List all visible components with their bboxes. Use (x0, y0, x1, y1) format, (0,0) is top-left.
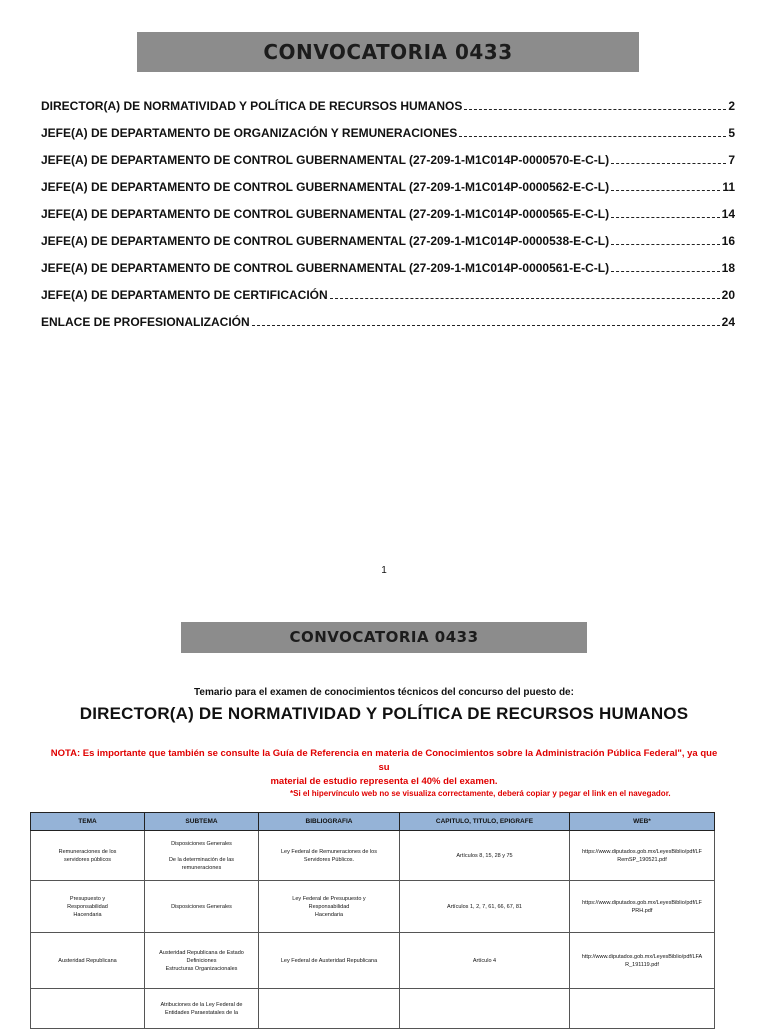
cell-subtema (145, 989, 259, 1029)
cell-text: Austeridad Republicana (58, 957, 117, 964)
cell-text: Disposiciones Generales (171, 840, 232, 847)
cell-text[interactable]: PRH.pdf (631, 907, 653, 914)
cell-text: servidores públicos (63, 856, 112, 863)
cell-tema (31, 881, 145, 933)
cell-capitulo (400, 881, 570, 933)
cell-text (263, 1005, 395, 1013)
cell-text: Artículos 1, 2, 7, 61, 66, 67, 81 (447, 903, 522, 910)
cell-text: remuneraciones (181, 864, 222, 871)
convocatoria-banner-page2: CONVOCATORIA 0433 (181, 622, 587, 653)
cell-text[interactable]: http://www.diputados.gob.mx/LeyesBiblio/pdf/LFA (581, 953, 703, 960)
cell-text: De la determinación de las (168, 856, 235, 863)
toc-leader-line (611, 190, 720, 191)
cell-tema (31, 933, 145, 989)
cell-text: Presupuesto y (69, 895, 106, 902)
cell-bibliografia (259, 989, 400, 1029)
cell-text: Ley Federal de Presupuesto y (292, 895, 366, 902)
cell-subtema (145, 831, 259, 881)
toc-entry[interactable] (41, 123, 735, 150)
cell-text (404, 1005, 565, 1013)
column-header-capitulo: CAPITULO, TITULO, EPIGRAFE (400, 813, 570, 831)
toc-entry-page: 24 (721, 315, 735, 329)
cell-web (570, 989, 715, 1029)
cell-text: Servidores Públicos. (303, 856, 355, 863)
cell-text: Responsabilidad (308, 903, 350, 910)
cell-bibliografia (259, 881, 400, 933)
cell-text: Responsabilidad (67, 903, 108, 910)
toc-entry-page: 5 (728, 126, 735, 140)
cell-text: Ley Federal de Austeridad Republicana (280, 957, 378, 964)
cell-text: Artículo 4 (472, 957, 497, 964)
toc-leader-line (611, 244, 720, 245)
cell-web (570, 881, 715, 933)
cell-text: Hacendaria (314, 911, 344, 918)
cell-web (570, 831, 715, 881)
column-header-subtema: SUBTEMA (145, 813, 259, 831)
toc-entry[interactable] (41, 96, 735, 123)
nota-line-2: material de estudio representa el 40% del examen. (270, 776, 498, 787)
column-header-web: WEB* (570, 813, 715, 831)
cell-text: Hacendaria (73, 911, 102, 918)
toc-entry[interactable] (41, 285, 735, 312)
table-row (31, 933, 715, 989)
cell-capitulo (400, 989, 570, 1029)
cell-text[interactable]: https://www.diputados.gob.mx/LeyesBiblio/pdf/LF (582, 848, 702, 855)
toc-leader-line (252, 325, 720, 326)
toc-entry-page: 11 (722, 180, 735, 194)
cell-text (35, 1005, 140, 1013)
cell-text[interactable]: R_191119.pdf (625, 961, 659, 968)
toc-entry[interactable] (41, 312, 735, 339)
toc-entry-title: JEFE(A) DE DEPARTAMENTO DE CONTROL GUBERNAMENTAL (27-209-1-M1C014P-0000570-E-C-L) (41, 153, 610, 167)
toc-entry-page: 18 (721, 261, 735, 275)
table-row (31, 881, 715, 933)
toc-entry-title: JEFE(A) DE DEPARTAMENTO DE CONTROL GUBERNAMENTAL (27-209-1-M1C014P-0000565-E-C-L) (41, 207, 610, 221)
cell-text: Artículos 8, 15, 28 y 75 (456, 852, 513, 859)
column-header-tema: TEMA (31, 813, 145, 831)
cell-text[interactable]: https://www.diputados.gob.mx/LeyesBiblio/pdf/LF (582, 899, 702, 906)
position-title: DIRECTOR(A) DE NORMATIVIDAD Y POLÍTICA DE RECURSOS HUMANOS (79, 704, 689, 723)
table-header-row (31, 813, 715, 831)
cell-subtema (145, 881, 259, 933)
cell-web (570, 933, 715, 989)
temario-table (30, 812, 715, 1029)
toc-entry[interactable] (41, 258, 735, 285)
cell-bibliografia (259, 933, 400, 989)
convocatoria-banner: CONVOCATORIA 0433 (137, 32, 639, 72)
toc-entry-page: 7 (728, 153, 735, 167)
exam-intro-text: Temario para el examen de conocimientos técnicos del concurso del puesto de: (194, 687, 574, 698)
table-of-contents (41, 96, 735, 339)
toc-entry-title: JEFE(A) DE DEPARTAMENTO DE CERTIFICACIÓN (41, 288, 328, 302)
toc-entry-title: JEFE(A) DE DEPARTAMENTO DE CONTROL GUBERNAMENTAL (27-209-1-M1C014P-0000561-E-C-L) (41, 261, 610, 275)
cell-text: Estructuras Organizacionales (165, 965, 238, 972)
toc-leader-line (611, 217, 720, 218)
nota-warning (45, 747, 723, 789)
cell-tema (31, 831, 145, 881)
toc-leader-line (611, 163, 726, 164)
page-number: 1 (381, 565, 387, 576)
table-row (31, 989, 715, 1029)
toc-entry-title: DIRECTOR(A) DE NORMATIVIDAD Y POLÍTICA DE RECURSOS HUMANOS (41, 99, 463, 113)
nota-line-1: NOTA: Es importante que también se consulte la Guía de Referencia en materia de Conocimientos sobre la Administración Pública Federal", ya que su (50, 748, 718, 773)
table-row (31, 831, 715, 881)
cell-capitulo (400, 933, 570, 989)
toc-entry-title: JEFE(A) DE DEPARTAMENTO DE ORGANIZACIÓN Y REMUNERACIONES (41, 126, 458, 140)
cell-bibliografia (259, 831, 400, 881)
cell-text[interactable]: RemSP_190521.pdf (617, 856, 667, 863)
cell-text: Remuneraciones de los (58, 848, 117, 855)
toc-entry-page: 16 (721, 234, 735, 248)
cell-text: Disposiciones Generales (171, 903, 232, 910)
toc-entry-page: 20 (721, 288, 735, 302)
toc-entry-title: JEFE(A) DE DEPARTAMENTO DE CONTROL GUBERNAMENTAL (27-209-1-M1C014P-0000538-E-C-L) (41, 234, 610, 248)
toc-entry[interactable] (41, 150, 735, 177)
toc-entry-title: JEFE(A) DE DEPARTAMENTO DE CONTROL GUBERNAMENTAL (27-209-1-M1C014P-0000562-E-C-L) (41, 180, 610, 194)
hyperlink-note: *Si el hipervínculo web no se visualiza correctamente, deberá copiar y pegar el link en el navegador. (290, 789, 671, 798)
cell-tema (31, 989, 145, 1029)
cell-capitulo (400, 831, 570, 881)
cell-text: Definiciones (186, 957, 217, 964)
cell-text: Atribuciones de la Ley Federal de (160, 1001, 243, 1008)
toc-entry-title: ENLACE DE PROFESIONALIZACIÓN (41, 315, 250, 329)
toc-entry[interactable] (41, 204, 735, 231)
cell-text: Austeridad Republicana de Estado (159, 949, 244, 956)
cell-text: Entidades Paraestatales de la (164, 1009, 239, 1016)
toc-entry-page: 14 (721, 207, 735, 221)
toc-entry-page: 2 (728, 99, 735, 113)
cell-subtema (145, 933, 259, 989)
cell-text[interactable] (574, 1005, 710, 1013)
toc-leader-line (464, 109, 726, 110)
toc-leader-line (611, 271, 720, 272)
toc-leader-line (330, 298, 720, 299)
toc-leader-line (459, 136, 726, 137)
toc-entry[interactable] (41, 177, 735, 204)
toc-entry[interactable] (41, 231, 735, 258)
column-header-bibliografia: BIBLIOGRAFIA (259, 813, 400, 831)
cell-text: Ley Federal de Remuneraciones de los (280, 848, 377, 855)
cell-text (149, 848, 254, 856)
